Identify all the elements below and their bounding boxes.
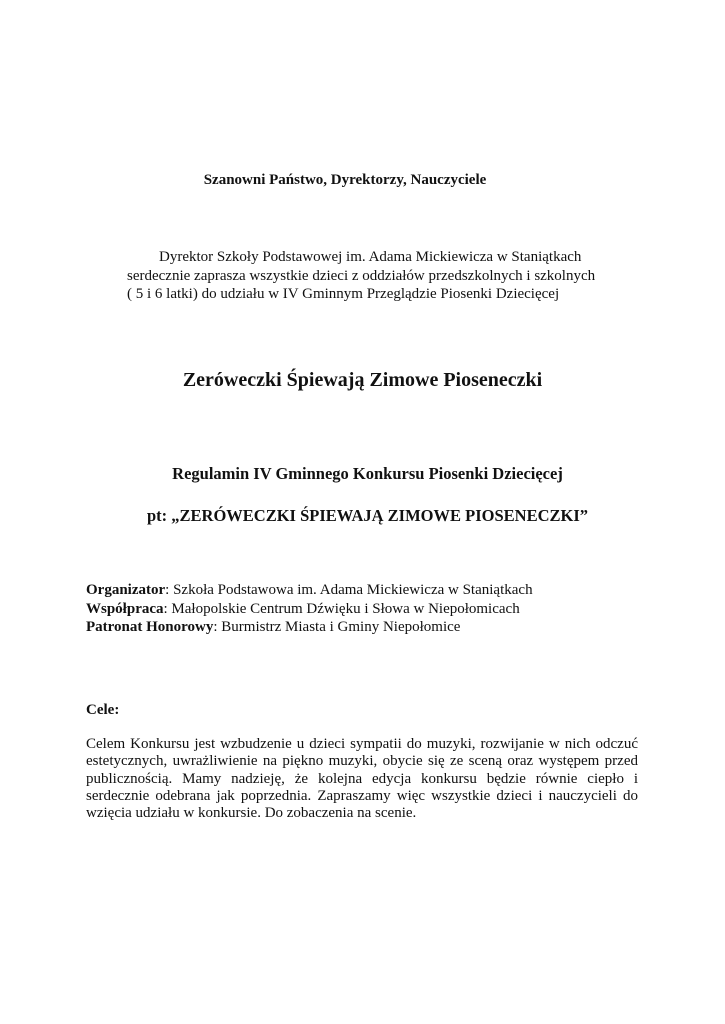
organizer-value: : Szkoła Podstawowa im. Adama Mickiewicza w Staniątkach xyxy=(165,582,533,598)
invitation-line-3: ( 5 i 6 latki) do udziału w IV Gminnym Przeglądzie Piosenki Dziecięcej xyxy=(127,286,560,302)
cooperation-value: : Małopolskie Centrum Dźwięku i Słowa w Niepołomicach xyxy=(163,600,520,617)
invitation-line-2: serdecznie zaprasza wszystkie dzieci z oddziałów przedszkolnych i szkolnych xyxy=(127,267,596,284)
organizers-block xyxy=(86,581,646,637)
patronage-row xyxy=(86,618,646,637)
organizer-row xyxy=(86,581,646,600)
regulation-title: Regulamin IV Gminnego Konkursu Piosenki Dziecięcej xyxy=(172,464,563,483)
main-title: Zeróweczki Śpiewają Zimowe Pioseneczki xyxy=(182,369,543,391)
invitation-line-1: Dyrektor Szkoły Podstawowej im. Adama Mickiewicza w Staniątkach xyxy=(159,249,582,265)
regulation-subtitle: pt: „ZERÓWECZKI ŚPIEWAJĄ ZIMOWE PIOSENECZKI” xyxy=(147,506,588,525)
patronage-value: : Burmistrz Miasta i Gminy Niepołomice xyxy=(213,619,461,635)
cooperation-label: Współpraca xyxy=(86,600,164,617)
goals-heading: Cele: xyxy=(86,702,120,718)
organizer-label: Organizator xyxy=(86,582,166,598)
greeting-heading: Szanowni Państwo, Dyrektorzy, Nauczyciele xyxy=(203,172,487,188)
goals-paragraph: Celem Konkursu jest wzbudzenie u dzieci sympatii do muzyki, rozwijanie w nich odczuć estetycznych, uwrażliwienie na piękno muzyki, obycie się ze sceną oraz występem przed publicznością. Mamy nadzieję, że kolejna edycja konkursu będzie równie ciepło i serdecznie odebrana jak poprzednia. Zapraszamy więc wszystkie dzieci i nauczycieli do wzięcia udziału w konkursie. Do zobaczenia na scenie. xyxy=(86,736,638,822)
invitation-paragraph xyxy=(127,248,647,304)
cooperation-row xyxy=(86,600,646,619)
patronage-label: Patronat Honorowy xyxy=(86,619,214,635)
